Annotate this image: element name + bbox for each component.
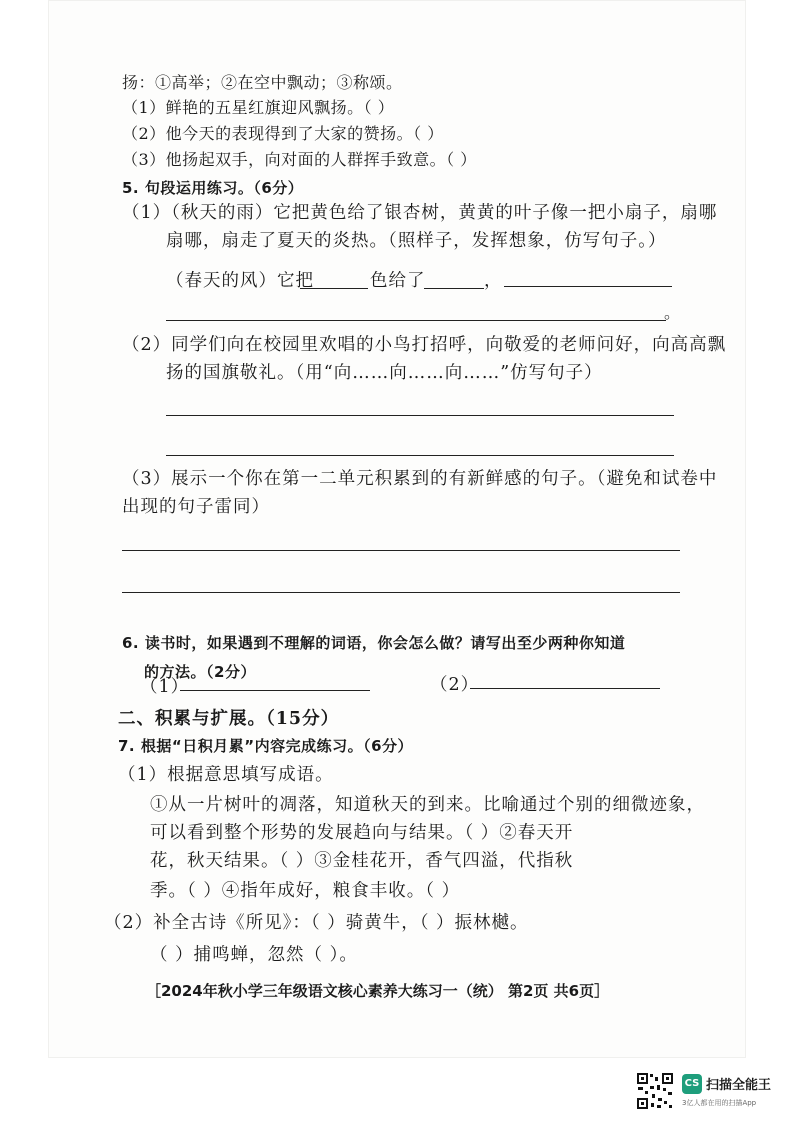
q5-title: 5. 句段运用练习。（6分）: [122, 179, 304, 197]
q5-item3-line1: （3）展示一个你在第一二单元积累到的有新鲜感的句子。（避免和试卷中: [122, 469, 718, 489]
q7-para-line2: 可以看到整个形势的发展趋向与结果。（ ）②春天开: [150, 823, 574, 843]
q5-fill-comma: ，: [484, 271, 503, 291]
q5-item1-line2: 扇哪，扇走了夏天的炎热。（照样子，发挥想象，仿写句子。）: [166, 231, 667, 251]
q7-title: 7. 根据“日积月累”内容完成练习。（6分）: [118, 737, 414, 755]
q4-item-2: （2）他今天的表现得到了大家的赞扬。（ ）: [122, 124, 444, 143]
q6-label-1: （1）: [140, 677, 190, 697]
q7-sub2-line1: （2）补全古诗《所见》：（ ）骑黄牛，（ ）振林樾。: [104, 913, 529, 933]
page-footer: ［2024年秋小学三年级语文核心素养大练习一（统） 第2页 共6页］: [146, 982, 610, 1000]
camscanner-logo-icon: CS: [682, 1074, 702, 1094]
qr-code-icon: [636, 1072, 674, 1110]
q7-para-line1: ①从一片树叶的凋落，知道秋天的到来。比喻通过个别的细微迹象，: [150, 795, 705, 815]
q5-fill-middle: 色给了: [370, 271, 426, 291]
q7-para-line4: 季。（ ）④指年成好，粮食丰收。（ ）: [150, 881, 461, 901]
q5-item1-answer-line[interactable]: [166, 320, 666, 321]
scanner-app-name: 扫描全能王: [706, 1078, 772, 1093]
q6-line1: 6. 读书时，如果遇到不理解的词语，你会怎么做？请写出至少两种你知道: [122, 634, 626, 652]
scanner-watermark: [636, 1072, 786, 1112]
q5-item1-period: 。: [664, 303, 681, 322]
q5-item3-line2: 出现的句子雷同）: [122, 497, 270, 517]
q4-item-1: （1）鲜艳的五星红旗迎风飘扬。（ ）: [122, 98, 395, 117]
q5-blank-object[interactable]: [424, 288, 484, 289]
q4-item-3: （3）他扬起双手，向对面的人群挥手致意。（ ）: [122, 150, 477, 169]
q6-answer-line-2[interactable]: [470, 688, 660, 689]
q5-item3-answer-line-1[interactable]: [122, 550, 680, 551]
q5-item1-line1: （1）（秋天的雨）它把黄色给了银杏树，黄黄的叶子像一把小扇子，扇哪: [122, 203, 718, 223]
q5-item2-line1: （2）同学们向在校园里欢唱的小鸟打招呼，向敬爱的老师问好，向高高飘: [122, 335, 727, 355]
q7-sub2-line2: （ ）捕鸣蝉，忽然（ ）。: [150, 945, 358, 965]
q5-blank-color[interactable]: [300, 288, 368, 289]
q6-answer-line-1[interactable]: [180, 690, 370, 691]
q5-item3-answer-line-2[interactable]: [122, 592, 680, 593]
q5-item2-answer-line-2[interactable]: [166, 455, 674, 456]
q5-blank-rest[interactable]: [504, 286, 672, 287]
q6-label-2: （2）: [430, 675, 480, 695]
q6-line2: 的方法。（2分）: [144, 663, 256, 681]
q5-item2-answer-line-1[interactable]: [166, 415, 674, 416]
q7-sub1: （1）根据意思填写成语。: [118, 765, 334, 785]
scanner-tagline: 3亿人都在用的扫描App: [682, 1099, 757, 1107]
section-2-title: 二、积累与扩展。（15分）: [118, 709, 340, 729]
q5-item2-line2: 扬的国旗敬礼。（用“向……向……向……”仿写句子）: [166, 363, 603, 383]
q4-meaning-line: 扬：①高举；②在空中飘动；③称颂。: [122, 73, 403, 92]
q7-para-line3: 花，秋天结果。（ ）③金桂花开，香气四溢，代指秋: [150, 851, 574, 871]
q5-fill-prefix: （春天的风）它把: [166, 271, 314, 291]
